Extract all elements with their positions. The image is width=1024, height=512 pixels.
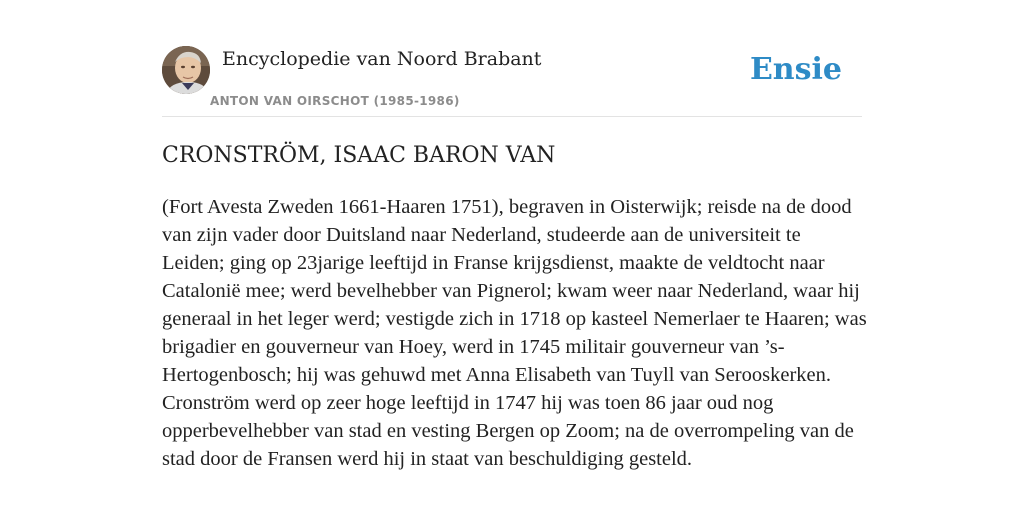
avatar-portrait-image [162,46,210,94]
author-avatar[interactable] [162,46,210,94]
entry-body: (Fort Avesta Zweden 1661-Haaren 1751), begraven in Oisterwijk; reisde na de dood van zijn vader door Duitsland naar Nederland, studeerde aan de universiteit te Leiden; ging op 23jarige leeftijd in Franse krijgsdienst, maakte de veldtocht naar Catalonië mee; werd bevelhebber van Pignerol; kwam weer naar Nederland, waar hij generaal in het leger werd; vestigde zich in 1718 op kasteel Nemerlaer te Haaren; was brigadier en gouverneur van Hoey, werd in 1745 militair gouverneur van ’s-Hertogenbosch; hij was gehuwd met Anna Elisabeth van Tuyll van Serooskerken. Cronström werd op zeer hoge leeftijd in 1747 hij was toen 86 jaar oud nog opperbevelhebber van stad en vesting Bergen op Zoom; na de overrompeling van de stad door de Fransen werd hij in staat van beschuldiging gesteld. [162,196,867,470]
source-title[interactable]: Encyclopedie van Noord Brabant [222,48,542,70]
brand-logo[interactable]: Ensie [749,52,842,87]
entry-title: CRONSTRÖM, ISAAC BARON VAN [162,143,556,168]
header [162,46,862,117]
author-name[interactable]: ANTON VAN OIRSCHOT (1985-1986) [210,94,460,108]
